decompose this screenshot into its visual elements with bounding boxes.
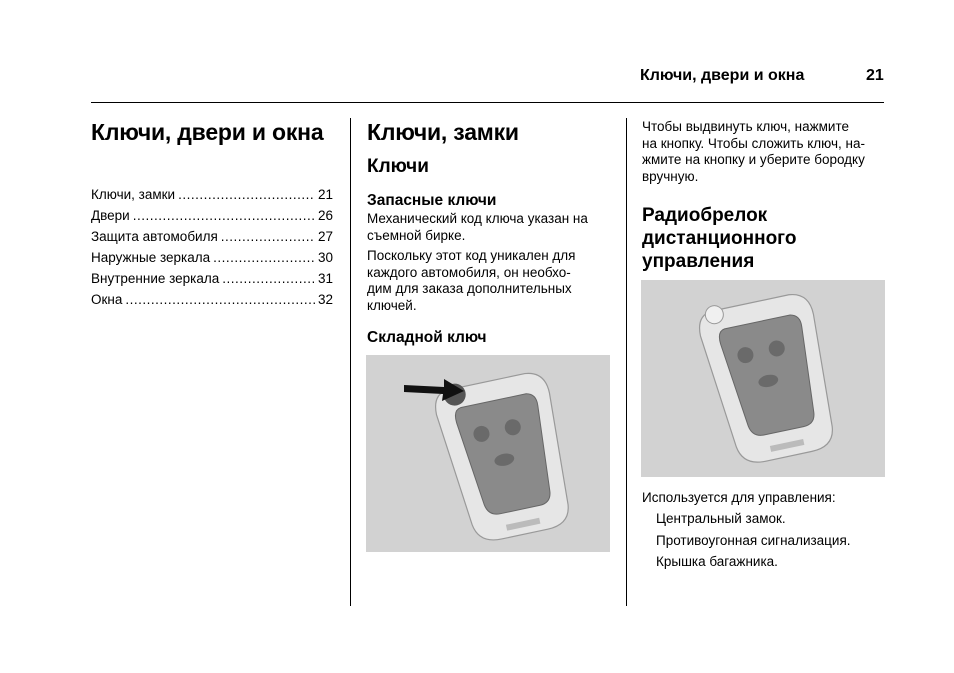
toc-label: Ключи, замки: [91, 187, 176, 202]
toc-entry[interactable]: [91, 229, 333, 244]
header-rule: [91, 102, 884, 103]
usage-item: Крышка багажника.: [656, 554, 778, 569]
usage-item: Противоугонная сигнализация.: [656, 533, 851, 548]
running-header-title: Ключи, двери и окна: [640, 67, 805, 84]
toc-page: 26: [317, 208, 333, 223]
remote-heading: Радиобрелок дистанционного управления: [642, 205, 797, 272]
spare-keys-para-2: Поскольку этот код уникален для каждого автомобиля, он необхо- дим для заказа дополнительных ключей.: [367, 248, 576, 313]
remote-illustration: [641, 280, 885, 477]
section-title: Ключи, замки: [367, 119, 519, 145]
spare-keys-heading: Запасные ключи: [367, 192, 497, 209]
toc-entry[interactable]: [91, 271, 333, 286]
toc-page: 27: [317, 229, 333, 244]
toc-label: Защита автомобиля: [91, 229, 218, 244]
toc-label: Внутренние зеркала: [91, 271, 220, 286]
toc-page: 21: [317, 187, 333, 202]
usage-intro: Используется для управления:: [642, 490, 836, 505]
toc-page: 31: [317, 271, 333, 286]
folding-key-figure: [366, 355, 610, 552]
column-divider-2: [626, 118, 627, 606]
spare-keys-para-1: Механический код ключа указан на съемной бирке.: [367, 211, 588, 243]
toc-page: 30: [317, 250, 333, 265]
toc-entry[interactable]: [91, 187, 333, 202]
toc-label: Окна: [91, 292, 123, 307]
folding-key-heading: Складной ключ: [367, 329, 487, 346]
toc-label: Наружные зеркала: [91, 250, 211, 265]
subsection-title: Ключи: [367, 156, 429, 177]
toc-entry[interactable]: [91, 292, 333, 307]
remote-figure: [641, 280, 885, 477]
page-number: 21: [866, 67, 884, 84]
toc-entry[interactable]: [91, 208, 333, 223]
fold-instructions: Чтобы выдвинуть ключ, нажмите на кнопку. Чтобы сложить ключ, на- жмите на кнопку и уберите бородку вручную.: [642, 119, 866, 184]
toc-label: Двери: [91, 208, 130, 223]
toc-page: 32: [317, 292, 333, 307]
folding-key-illustration: [366, 355, 610, 552]
chapter-title: Ключи, двери и окна: [91, 119, 324, 145]
column-divider-1: [350, 118, 351, 606]
toc-entry[interactable]: [91, 250, 333, 265]
usage-item: Центральный замок.: [656, 511, 786, 526]
